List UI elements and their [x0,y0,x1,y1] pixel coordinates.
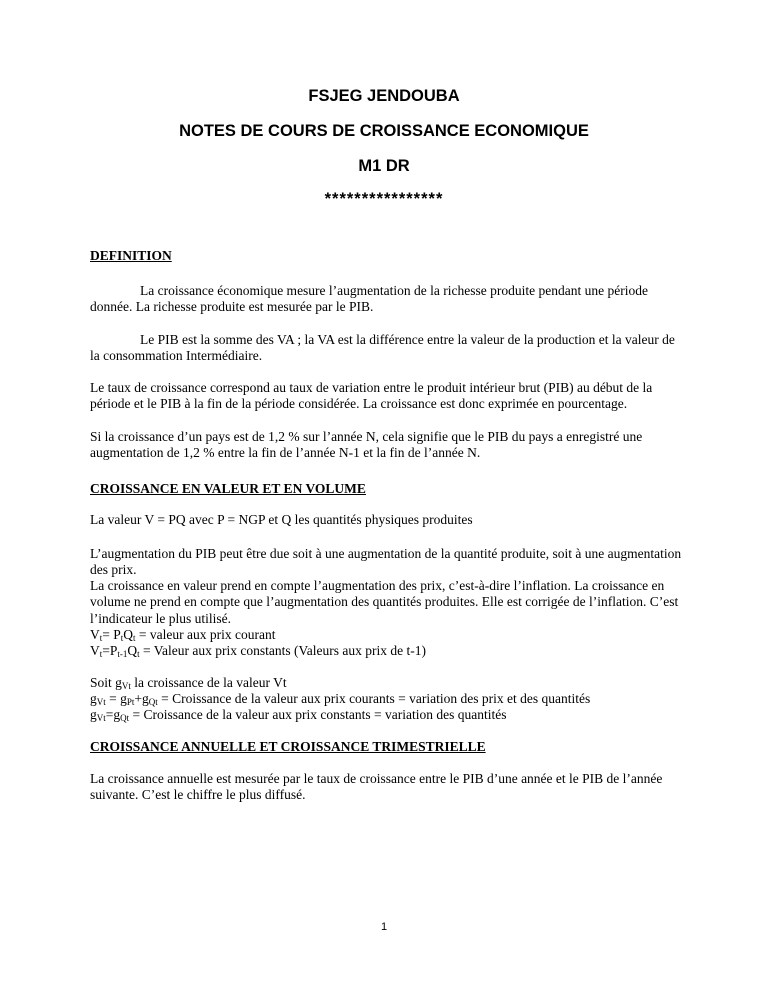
paragraph: La valeur V = PQ avec P = NGP et Q les quantités physiques produites [90,512,473,527]
paragraph: La croissance annuelle est mesurée par le taux de croissance entre le PIB d’une année et le PIB de l’année suivante. C’est le chiffre le plus diffusé. [90,771,663,803]
formula-line: Soit $g_{Vt}$ la croissance de la valeur Vt [90,675,287,691]
paragraph: La croissance en valeur prend en compte l’augmentation des prix, c’est-à-dire l’inflation. La croissance en volume ne prend en compte que l’augmentation des quantités produites. Elle est corrigée de l’inflation. C’est l’indicateur le plus utilisé. [90,578,679,626]
formula-line: $g_{Vt}=g_{Qt}$ = Croissance de la valeur aux prix constants = variation des quantités [90,707,507,723]
paragraph: L’augmentation du PIB peut être due soit à une augmentation de la quantité produite, soit à une augmentation des prix. [90,546,682,578]
program-level: M1 DR [358,157,410,175]
paragraph: Le PIB est la somme des VA ; la VA est la différence entre la valeur de la production et la valeur de la consommation Intermédiaire. [90,332,675,364]
page-number: 1 [380,921,388,933]
formula-line: $V_t= P_tQ_t$ = valeur aux prix courant [90,627,276,643]
separator-stars: **************** [324,190,444,208]
section-heading-annuelle-trimestrielle: CROISSANCE ANNUELLE ET CROISSANCE TRIMESTRIELLE [90,739,486,754]
paragraph: La croissance économique mesure l’augmentation de la richesse produite pendant une période donnée. La richesse produite est mesurée par le PIB. [90,283,648,315]
school-name: FSJEG JENDOUBA [308,87,460,105]
formula-line: $g_{Vt} = g_{Pt}+g_{Qt}$ = Croissance de la valeur aux prix courants = variation des prix et des quantités [90,691,591,707]
paragraph: Le taux de croissance correspond au taux de variation entre le produit intérieur brut (PIB) au début de la période et le PIB à la fin de la période considérée. La croissance est donc exprimée en pourcentage. [90,380,653,412]
formula-line: $V_t=P_{t-1}Q_t$ = Valeur aux prix constants (Valeurs aux prix de t-1) [90,643,426,659]
paragraph: Si la croissance d’un pays est de 1,2 % sur l’année N, cela signifie que le PIB du pays a enregistré une augmentation de 1,2 % entre la fin de l’année N-1 et la fin de l’année N. [90,429,643,461]
section-heading-definition: DEFINITION [90,248,172,263]
document-title: NOTES DE COURS DE CROISSANCE ECONOMIQUE [179,122,589,140]
section-heading-valeur-volume: CROISSANCE EN VALEUR ET EN VOLUME [90,481,366,496]
